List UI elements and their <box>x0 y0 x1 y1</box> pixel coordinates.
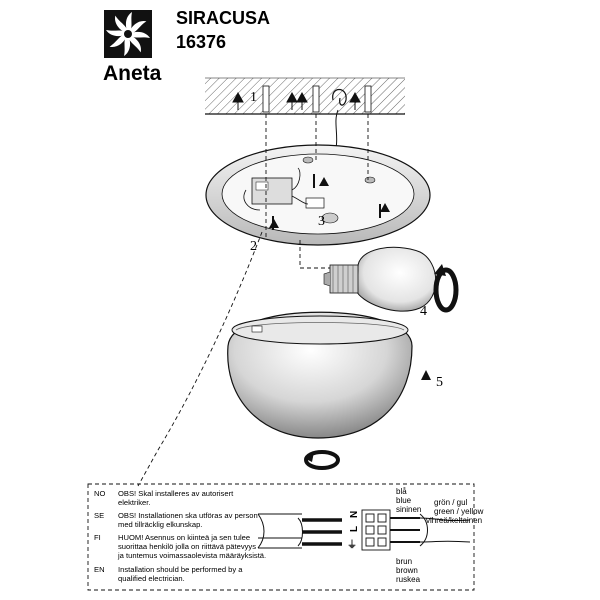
wire-labels <box>396 487 484 584</box>
notice-line: elektriker. <box>118 498 151 507</box>
terminal-live-label: L <box>349 525 360 532</box>
wire-brown-label: brown <box>396 566 418 575</box>
glass-shade <box>228 312 412 438</box>
wire-earth-label: vihreä/keltainen <box>426 516 483 525</box>
notice-line: suorittaa henkilö jolla on riittävä pätevyys <box>118 542 257 551</box>
wire-earth-label: green / yellow <box>434 507 484 516</box>
safety-notices <box>94 489 266 583</box>
notice-lang: EN <box>94 565 105 574</box>
terminal-earth-label: ⏚ <box>347 540 357 551</box>
rotate-icon <box>304 452 338 468</box>
notice-line: qualified electrician. <box>118 574 185 583</box>
wire-blue-label: blue <box>396 496 412 505</box>
notice-line: ja tuntemus voimassaolevista määräyksistä. <box>118 551 267 560</box>
product-code: 16376 <box>176 32 227 52</box>
base-plate <box>206 145 430 245</box>
notice-line: Installation should be performed by a <box>118 565 243 574</box>
wire-blue-label: blå <box>396 487 407 496</box>
notice-lang: FI <box>94 533 101 542</box>
wire-earth-label: grön / gul <box>434 498 468 507</box>
rotate-icon <box>434 264 456 310</box>
notice-line: OBS! Skal installeres av autorisert <box>118 489 234 498</box>
up-arrow-icon <box>421 370 431 390</box>
terminal-block <box>362 510 390 550</box>
mains-cable <box>258 514 342 548</box>
notice-lang: NO <box>94 489 106 498</box>
terminal-neutral-label: N <box>349 510 360 518</box>
aneta-logo <box>104 10 152 58</box>
wire-brown-label: brun <box>396 557 413 566</box>
wire-blue-label: sininen <box>396 505 422 514</box>
notice-line: HUOM! Asennus on kiinteä ja sen tulee <box>118 533 251 542</box>
step-5-number: 5 <box>436 375 443 390</box>
brand-name: Aneta <box>103 62 162 85</box>
product-name: SIRACUSA <box>176 8 271 28</box>
step-2-number: 2 <box>250 239 257 254</box>
notice-line: med tillräcklig elkunskap. <box>118 520 203 529</box>
step-3-number: 3 <box>318 214 325 229</box>
wire-brown-label: ruskea <box>396 575 421 584</box>
step-1-number: 1 <box>250 90 257 105</box>
notice-lang: SE <box>94 511 105 520</box>
light-bulb <box>324 247 436 311</box>
notice-line: OBS! Installationen ska utföras av person <box>118 511 258 520</box>
step-4-number: 4 <box>420 304 427 319</box>
